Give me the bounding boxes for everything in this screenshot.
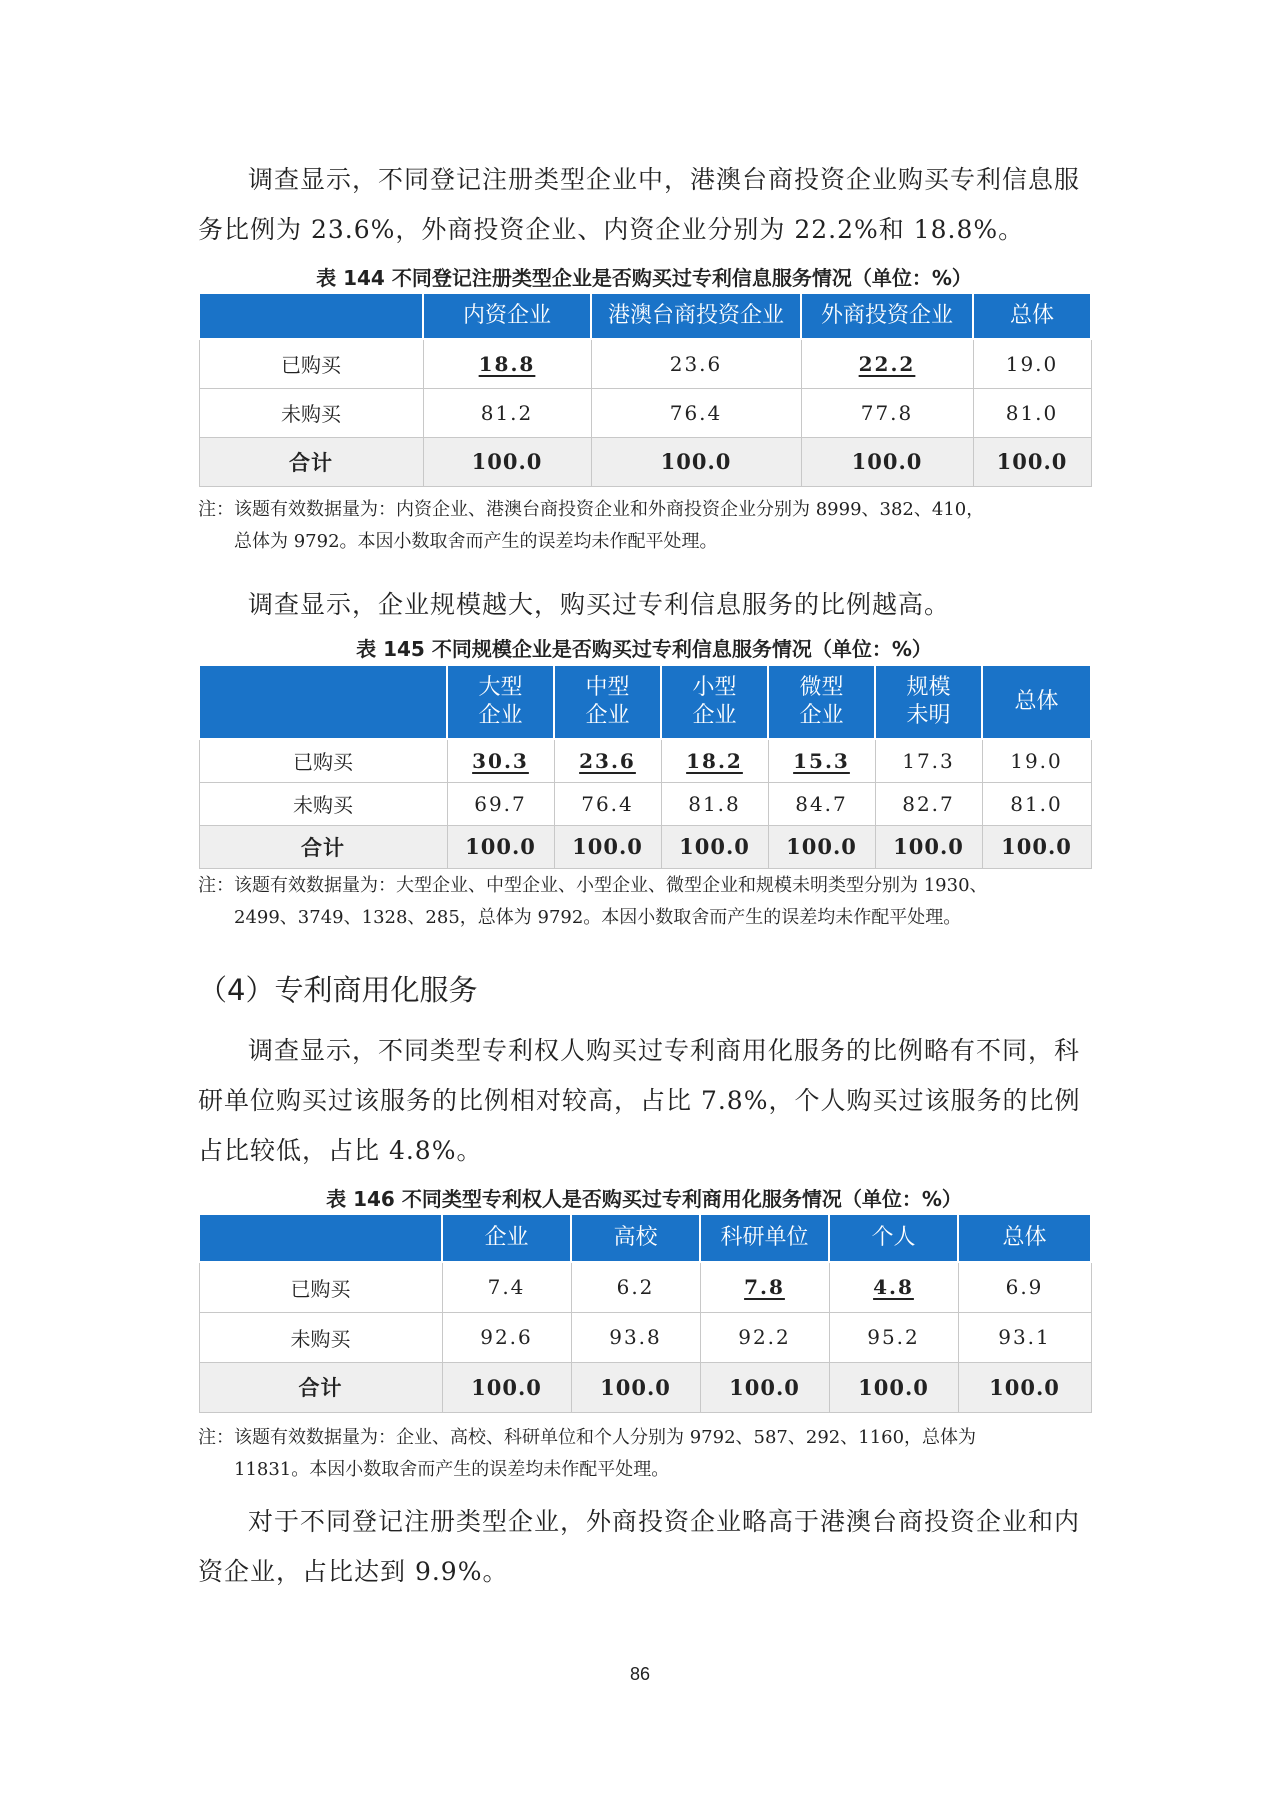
table-row [199,388,1091,437]
table-144-header: 港澳台商投资企业 [591,293,801,339]
table-144-caption: 表 144 不同登记注册类型企业是否购买过专利信息服务情况（单位：%） [316,266,972,290]
table-cell: 93.1 [958,1312,1091,1362]
table-144 [198,292,1092,487]
table-row [199,339,1091,388]
table-cell: 100.0 [958,1362,1091,1412]
table-144-header-empty [199,293,423,339]
table-total-row [199,1362,1091,1412]
table-146-header: 高校 [571,1214,700,1262]
row-label: 未购买 [199,782,447,825]
table-145-header: 中型 企业 [554,665,661,739]
table-145 [198,664,1092,869]
table-146-header: 个人 [829,1214,958,1262]
table-cell: 76.4 [554,782,661,825]
table-cell: 100.0 [661,825,768,868]
row-label: 未购买 [199,388,423,437]
table-cell: 77.8 [801,388,973,437]
table-cell: 23.6 [554,739,661,782]
table-cell: 100.0 [423,437,591,486]
row-label: 合计 [199,437,423,486]
table-146-header-empty [199,1214,442,1262]
table-145-note [198,870,1098,934]
table-cell: 69.7 [447,782,554,825]
table-144-header-row [199,293,1091,339]
table-cell: 30.3 [447,739,554,782]
table-cell: 100.0 [571,1362,700,1412]
row-label: 已购买 [199,739,447,782]
table-cell: 100.0 [591,437,801,486]
table-cell: 23.6 [591,339,801,388]
table-cell: 76.4 [591,388,801,437]
table-cell: 81.0 [982,782,1091,825]
table-146-header: 科研单位 [700,1214,829,1262]
table-144-header: 总体 [973,293,1091,339]
row-label: 合计 [199,1362,442,1412]
table-145-header: 大型 企业 [447,665,554,739]
table-cell: 18.8 [423,339,591,388]
table-cell: 17.3 [875,739,982,782]
note-line: 注：该题有效数据量为：大型企业、中型企业、小型企业、微型企业和规模未明类型分别为 1930、 [198,875,988,896]
table-145-header-empty [199,665,447,739]
table-cell: 81.2 [423,388,591,437]
table-cell: 100.0 [700,1362,829,1412]
table-total-row [199,825,1091,868]
row-label: 已购买 [199,1262,442,1312]
table-cell: 93.8 [571,1312,700,1362]
page-number: 86 [629,1664,651,1684]
row-label: 合计 [199,825,447,868]
table-146-header: 总体 [958,1214,1091,1262]
table-146-header-row [199,1214,1091,1262]
table-cell: 84.7 [768,782,875,825]
table-146-caption: 表 146 不同类型专利权人是否购买过专利商用化服务情况（单位：%） [326,1187,962,1211]
table-cell: 92.2 [700,1312,829,1362]
table-145-caption: 表 145 不同规模企业是否购买过专利信息服务情况（单位：%） [356,637,932,661]
table-146-header: 企业 [442,1214,571,1262]
table-cell: 81.0 [973,388,1091,437]
note-line: 总体为 9792。本因小数取舍而产生的误差均未作配平处理。 [234,531,718,552]
table-144-note [198,494,1098,558]
table-cell: 6.9 [958,1262,1091,1312]
paragraph-2: 调查显示，企业规模越大，购买过专利信息服务的比例越高。 [248,590,951,619]
table-cell: 22.2 [801,339,973,388]
table-cell: 100.0 [768,825,875,868]
table-cell: 19.0 [973,339,1091,388]
row-label: 未购买 [199,1312,442,1362]
table-cell: 82.7 [875,782,982,825]
table-146 [198,1213,1092,1413]
table-row [199,1262,1091,1312]
row-label: 已购买 [199,339,423,388]
table-145-header-row [199,665,1091,739]
table-cell: 100.0 [554,825,661,868]
table-cell: 7.8 [700,1262,829,1312]
table-145-header: 微型 企业 [768,665,875,739]
table-cell: 95.2 [829,1312,958,1362]
table-cell: 92.6 [442,1312,571,1362]
table-cell: 6.2 [571,1262,700,1312]
table-row [199,1312,1091,1362]
table-cell: 7.4 [442,1262,571,1312]
table-146-note [198,1422,1098,1486]
table-cell: 100.0 [447,825,554,868]
table-cell: 100.0 [982,825,1091,868]
table-cell: 18.2 [661,739,768,782]
note-line: 11831。本因小数取舍而产生的误差均未作配平处理。 [234,1459,670,1480]
section-title: （4）专利商用化服务 [198,973,478,1007]
note-line: 2499、3749、1328、285，总体为 9792。本因小数取舍而产生的误差均未作配平处理。 [234,907,962,928]
note-line: 注：该题有效数据量为：内资企业、港澳台商投资企业和外商投资企业分别为 8999、382、410， [198,499,985,520]
table-cell: 4.8 [829,1262,958,1312]
paragraph-1: 调查显示，不同登记注册类型企业中，港澳台商投资企业购买专利信息服务比例为 23.6%，外商投资企业、内资企业分别为 22.2%和 18.8%。 [198,165,1081,244]
table-cell: 100.0 [801,437,973,486]
table-cell: 100.0 [875,825,982,868]
table-145-header: 总体 [982,665,1091,739]
table-cell: 81.8 [661,782,768,825]
table-cell: 19.0 [982,739,1091,782]
note-line: 注：该题有效数据量为：企业、高校、科研单位和个人分别为 9792、587、292、1160，总体为 [198,1427,977,1448]
table-cell: 100.0 [973,437,1091,486]
paragraph-3: 调查显示，不同类型专利权人购买过专利商用化服务的比例略有不同，科研单位购买过该服务的比例相对较高，占比 7.8%，个人购买过该服务的比例占比较低，占比 4.8%。 [198,1036,1081,1165]
paragraph-4: 对于不同登记注册类型企业，外商投资企业略高于港澳台商投资企业和内资企业，占比达到 9.9%。 [198,1507,1081,1586]
table-cell: 100.0 [442,1362,571,1412]
table-cell: 15.3 [768,739,875,782]
table-145-header: 规模 未明 [875,665,982,739]
table-144-header: 外商投资企业 [801,293,973,339]
table-row [199,782,1091,825]
table-144-header: 内资企业 [423,293,591,339]
table-145-header: 小型 企业 [661,665,768,739]
table-total-row [199,437,1091,486]
table-cell: 100.0 [829,1362,958,1412]
table-row [199,739,1091,782]
